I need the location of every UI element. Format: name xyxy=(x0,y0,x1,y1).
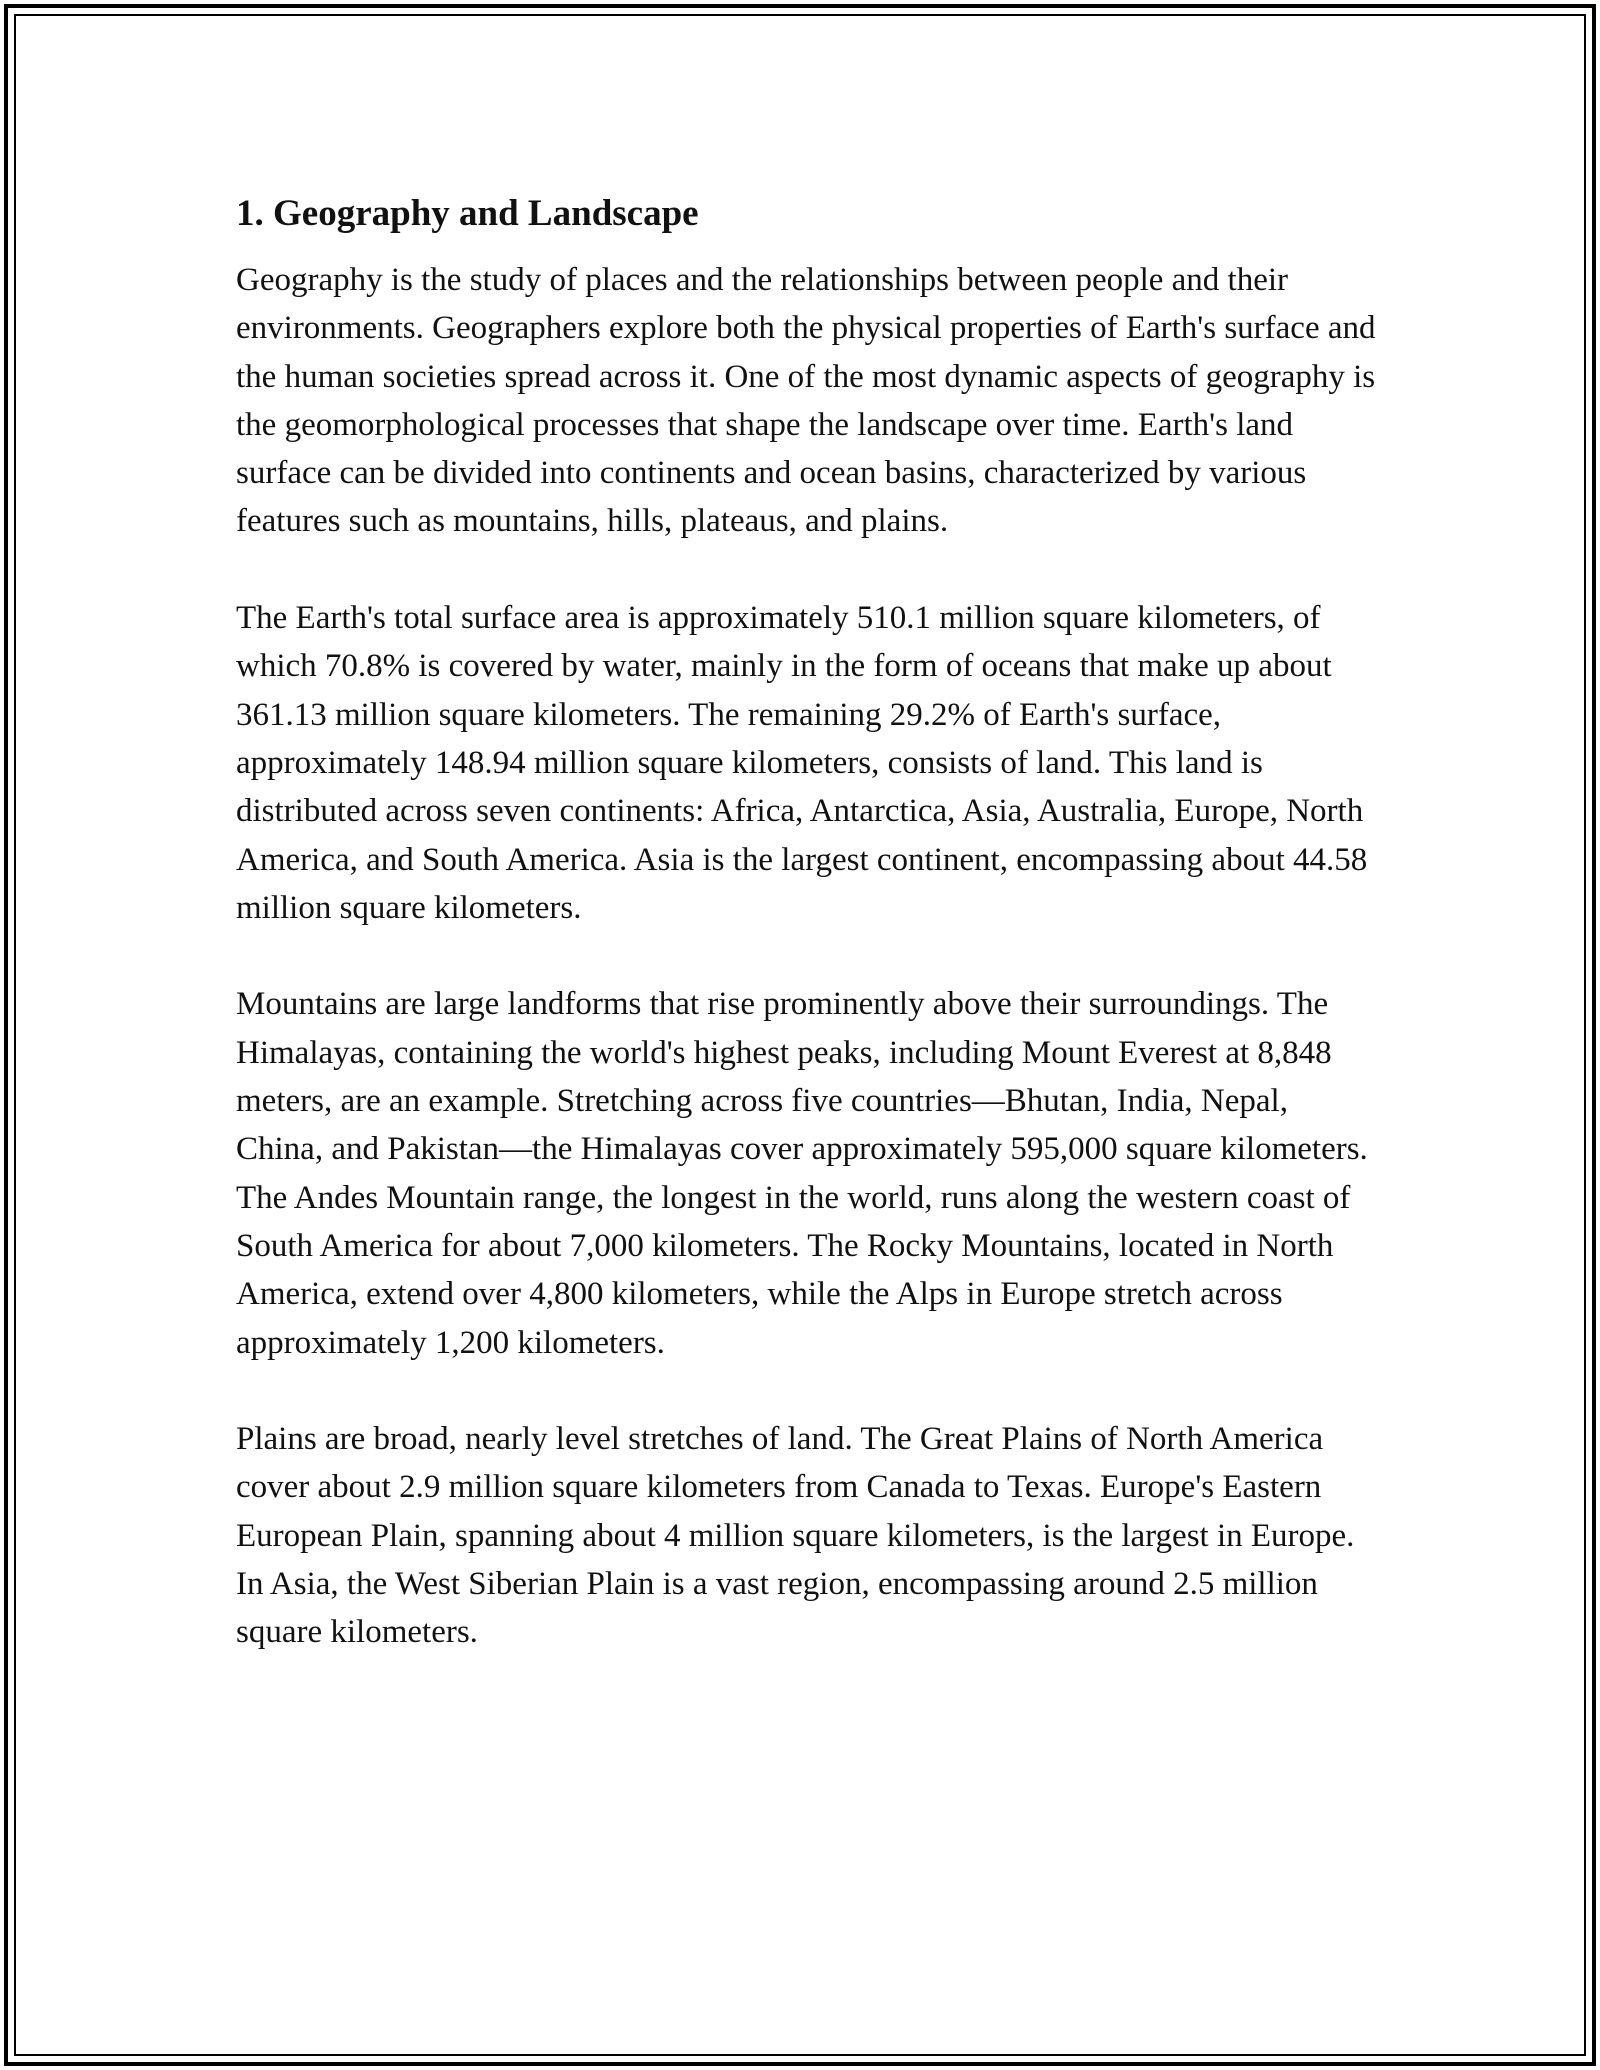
document-body xyxy=(236,186,1376,1705)
section-heading: 1. Geography and Landscape xyxy=(236,193,699,234)
paragraph-plains: Plains are broad, nearly level stretches of land. The Great Plains of North America cover about 2.9 million square kilometers from Canada to Texas. Europe's Eastern European Plain, spanning about 4 million square kilometers, is the largest in Europe. In Asia, the West Siberian Plain is a vast region, encompassing around 2.5 million square kilometers. xyxy=(236,1421,1355,1651)
paragraph-surface-area: The Earth's total surface area is approximately 510.1 million square kilometers, of which 70.8% is covered by water, mainly in the form of oceans that make up about 361.13 million square kilometers. The remaining 29.2% of Earth's surface, approximately 148.94 million square kilometers, consists of land. This land is distributed across seven continents: Africa, Antarctica, Asia, Australia, Europe, North America, and South America. Asia is the largest continent, encompassing about 44.58 million square kilometers. xyxy=(236,600,1368,926)
paragraph-mountains: Mountains are large landforms that rise prominently above their surroundings. The Himalayas, containing the world's highest peaks, including Mount Everest at 8,848 meters, are an example. Stretching across five countries—Bhutan, India, Nepal, China, and Pakistan—the Himalayas cover approximately 595,000 square kilometers. The Andes Mountain range, the longest in the world, runs along the western coast of South America for about 7,000 kilometers. The Rocky Mountains, located in North America, extend over 4,800 kilometers, while the Alps in Europe stretch across approximately 1,200 kilometers. xyxy=(236,986,1368,1361)
paragraph-geography-intro: Geography is the study of places and the relationships between people and their environments. Geographers explore both the physical properties of Earth's surface and the human societies spread across it. One of the most dynamic aspects of geography is the geomorphological processes that shape the landscape over time. Earth's land surface can be divided into continents and ocean basins, characterized by various features such as mountains, hills, plateaus, and plains. xyxy=(236,262,1376,540)
